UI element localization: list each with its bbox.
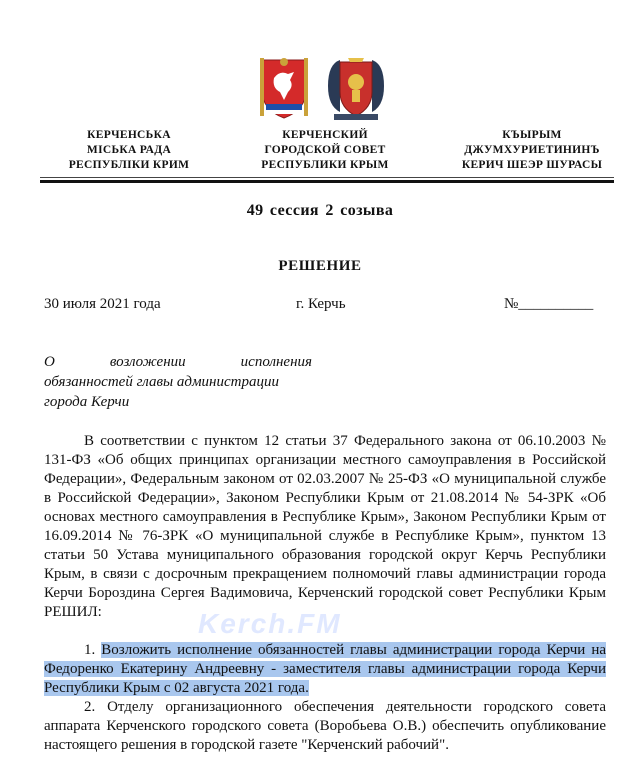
header-crimean-tatar [432,128,632,173]
emblems [254,56,394,126]
decision-number: №__________ [504,296,594,312]
header-divider-thick [40,180,614,183]
subject-line: обязанностей главы администрации [44,374,279,390]
header-line: КЕРЧЕНСЬКА [87,129,171,141]
subject-word: исполнения [240,354,312,370]
item-number: 1. [84,642,96,658]
item-2 [44,698,606,755]
item-number: 2. [84,699,96,715]
header-line: ДЖУМХУРИЕТИНИНЪ [464,144,600,156]
header-ukrainian [44,128,214,173]
header-russian [240,128,410,173]
subject-line: города Керчи [44,394,130,410]
kerch-coat-of-arms-icon [326,56,386,122]
crimea-coat-of-arms-icon [254,56,314,122]
site-watermark: Kerch.FM [198,608,342,639]
header-line: РЕСПУБЛИКИ КРЫМ [261,159,389,171]
item-1 [44,641,606,698]
decision-date: 30 июля 2021 года [44,296,161,312]
subject-word: возложении [109,354,186,370]
header-line: КЕРИЧ ШЕЭР ШУРАСЫ [461,159,603,171]
document-type: РЕШЕНИЕ [278,258,362,274]
header-line: МІСЬКА РАДА [86,144,172,156]
session-title: 49 сессия 2 созыва [246,202,394,219]
decision-subject [44,352,312,412]
preamble-paragraph: В соответствии с пунктом 12 статьи 37 Федерального закона от 06.10.2003 № 131-ФЗ «Об общих принципах организации местного самоуправления в Российской Федерации», Федеральным законом от 02.03.2007 № 25-ФЗ «О муниципальной службе в Российской Федерации», Законом Республики Крым от 21.08.2014 № 54-ЗРК «Об основах местного самоуправления в Республике Крым», Законом Республики Крым от 16.09.2014 № 76-ЗРК «О муниципальной службе в Республике Крым», пунктом 13 статьи 50 Устава муниципального образования городской округ Керчь Республики Крым, в связи с досрочным прекращением полномочий главы администрации города Керчи Бороздина Сергея Вадимовича, Керченский городской совет Республики Крым РЕШИЛ: [44,433,606,620]
item-text-highlighted: Возложить исполнение обязанностей главы администрации города Керчи на Федоренко Екатерину Андреевну - заместителя главы администрации города Керчи Республики Крым с 02 августа 2021 года. [44,642,607,696]
header-line: ГОРОДСКОЙ СОВЕТ [264,144,386,156]
decision-body [44,432,606,755]
subject-word: О [44,354,55,370]
header-line: КЕРЧЕНСКИЙ [282,129,368,141]
header-line: РЕСПУБЛІКИ КРИМ [68,159,190,171]
item-text: Отделу организационного обеспечения деятельности городского совета аппарата Керченского городского совета (Воробьева О.В.) обеспечить опубликование настоящего решения в городской газете "Керченский рабочий". [44,699,606,753]
header-divider-thin [40,177,614,178]
header-line: КЪЫРЫМ [502,129,562,141]
decision-city: г. Керчь [296,296,346,312]
